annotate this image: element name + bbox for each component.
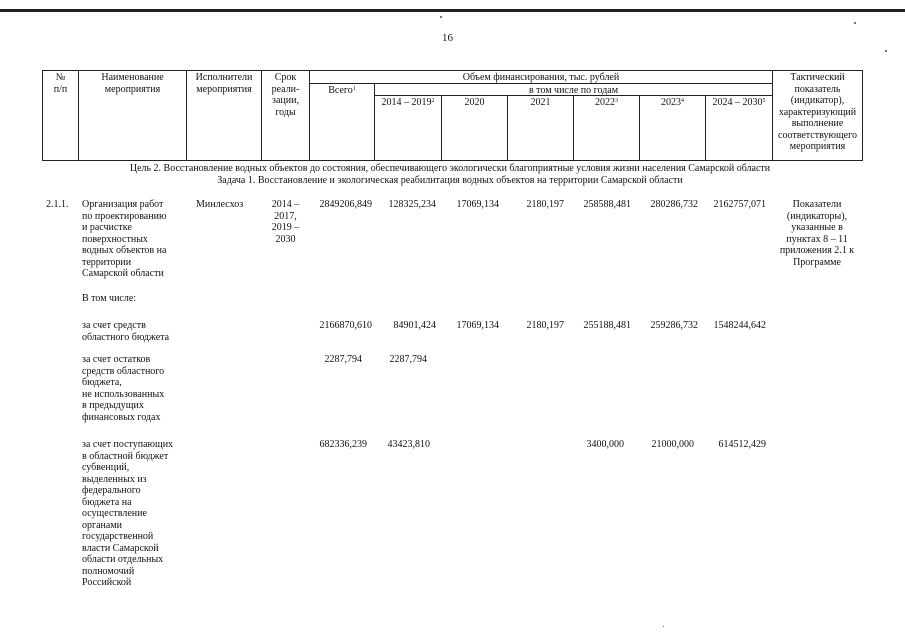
row-2023: 280286,732 (650, 199, 698, 210)
header-indicator: Тактический показатель (индикатор), характеризующий выполнение соответствующего мероприятия (778, 72, 857, 152)
header-executors: Исполнители мероприятия (195, 72, 253, 95)
row-2020: 17069,134 (456, 320, 499, 331)
goal-line: Цель 2. Восстановление водных объектов до состояния, обеспечивающего экологически благоприятные условия жизни населения Самарской области (129, 163, 771, 174)
header-by-years: в том числе по годам (528, 85, 619, 96)
row-2023: 259286,732 (650, 320, 698, 331)
row-2014-2019: 2287,794 (389, 354, 427, 365)
row-number: 2.1.1. (46, 199, 69, 210)
including-label: В том числе: (82, 293, 137, 304)
row-2020: 17069,134 (456, 199, 499, 210)
row-2021: 2180,197 (526, 199, 564, 210)
header-year-2024-2030: 2024 – 2030$^5$ (712, 97, 766, 108)
row-name: за счет средств областного бюджета (82, 320, 170, 343)
row-2014-2019: 84901,424 (393, 320, 436, 331)
header-year-2021: 2021 (530, 97, 551, 108)
top-border-line (0, 9, 905, 12)
row-2023: 21000,000 (651, 439, 694, 450)
row-term: 2014 – 2017, 2019 – 2030 (271, 199, 300, 245)
header-total: Всего$^1$ (328, 85, 356, 96)
scan-speck (440, 16, 442, 18)
row-name: Организация работ по проектированию и расчистке поверхностных водных объектов на территории Самарской области (82, 199, 167, 279)
header-number: № п/п (53, 72, 68, 95)
row-2022: 255188,481 (583, 320, 631, 331)
page-number: 16 (442, 32, 453, 44)
header-volume: Объем финансирования, тыс. рублей (462, 72, 620, 83)
row-2014-2019: 43423,810 (387, 439, 430, 450)
task-line: Задача 1. Восстановление и экологическая реабилитация водных объектов на территории Самарской области (217, 175, 683, 186)
row-2022: 3400,000 (586, 439, 624, 450)
row-executor: Минлесхоз (196, 199, 244, 210)
header-year-2014-2019: 2014 – 2019$^2$ (381, 97, 435, 108)
header-name: Наименование мероприятия (101, 72, 164, 95)
row-2024-2030: 2162757,071 (713, 199, 766, 210)
row-name: за счет остатков средств областного бюджета, не использованных в предыдущих финансовых годах (82, 354, 165, 423)
row-total: 2166870,610 (319, 320, 372, 331)
scan-speck (854, 22, 856, 24)
row-2021: 2180,197 (526, 320, 564, 331)
row-indicator: Показатели (индикаторы), указанные в пунктах 8 – 11 приложения 2.1 к Программе (779, 199, 855, 268)
header-term: Срок реали- зации, годы (271, 72, 300, 118)
header-year-2022: 2022$^3$ (595, 97, 618, 108)
row-2014-2019: 128325,234 (388, 199, 436, 210)
row-name: за счет поступающих в областной бюджет субвенций, выделенных из федерального бюджета на осуществление органами государственной власти Самарской области отдельных полномочий Российской (82, 439, 174, 588)
row-2022: 258588,481 (583, 199, 631, 210)
row-total: 2849206,849 (319, 199, 372, 210)
header-year-2023: 2023$^4$ (661, 97, 684, 108)
header-year-2020: 2020 (464, 97, 485, 108)
row-total: 682336,239 (319, 439, 367, 450)
scan-speck (885, 50, 887, 52)
row-total: 2287,794 (324, 354, 362, 365)
row-2024-2030: 1548244,642 (713, 320, 766, 331)
row-2024-2030: 614512,429 (718, 439, 766, 450)
scan-speck (663, 626, 664, 627)
